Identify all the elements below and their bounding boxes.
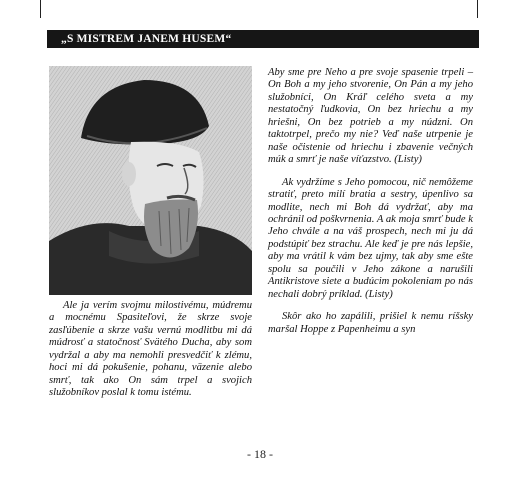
top-left-rule bbox=[40, 0, 41, 18]
portrait-engraving bbox=[49, 66, 252, 295]
section-title-bar bbox=[47, 30, 479, 48]
right-paragraph-3: Skôr ako ho zapálili, prišiel k nemu ríšsky maršal Hoppe z Papenheimu a syn bbox=[268, 311, 473, 335]
top-right-rule bbox=[477, 0, 478, 18]
page-number: - 18 - bbox=[247, 447, 273, 461]
left-column bbox=[49, 300, 252, 400]
right-column bbox=[268, 67, 473, 336]
right-paragraph-1: Aby sme pre Neho a pre svoje spasenie trpeli – On Boh a my jeho stvorenie, On Pán a my jeho služobníci, On Kráľ celého sveta a my nestatočný ľudkovia, On bez hriechu a my hriešni, On bez potrieb a my núdzni. On taktotrpel, prečo my nie? Veď naše utrpenie je naše očistenie od hriechu i zbavenie večných múk a smrť je naše víťazstvo. (Listy) bbox=[268, 67, 473, 166]
right-paragraph-2: Ak vydržíme s Jeho pomocou, nič nemôžeme stratiť, preto milí bratia a sestry, úpenlivo sa modlite, nech mi Boh dá vydržať, aby ma ochránil od poškvrnenia. A ak moja smrť bude k Jeho chvále a na váš prospech, nech mi ju dá podstúpiť bez strachu. Ale keď je pre nás lepšie, aby ma vrátil k vám bez ujmy, tak aby sme ešte spolu sa poučili v Jeho zákone a narušili Antikristove siete a budúcim pokoleniam po nás nechali dobrý príklad. (Listy) bbox=[268, 176, 473, 300]
left-paragraph: Ale ja verím svojmu milostivému, múdremu a mocnému Spasiteľovi, že skrze svoje zasľúbenie a skrze vašu vernú modlitbu mi dá múdrosť a statočnosť Svätého Ducha, aby som vydržal a aby ma nemohli presvedčiť k zlému, hoci mi dá pokušenie, pohanu, väzenie alebo smrť, tak ako On sám trpel a svojich služobníkov poslal k tomu istému. bbox=[49, 300, 252, 399]
portrait-image bbox=[49, 66, 252, 295]
section-title: „S MISTREM JANEM HUSEM“ bbox=[61, 33, 232, 45]
